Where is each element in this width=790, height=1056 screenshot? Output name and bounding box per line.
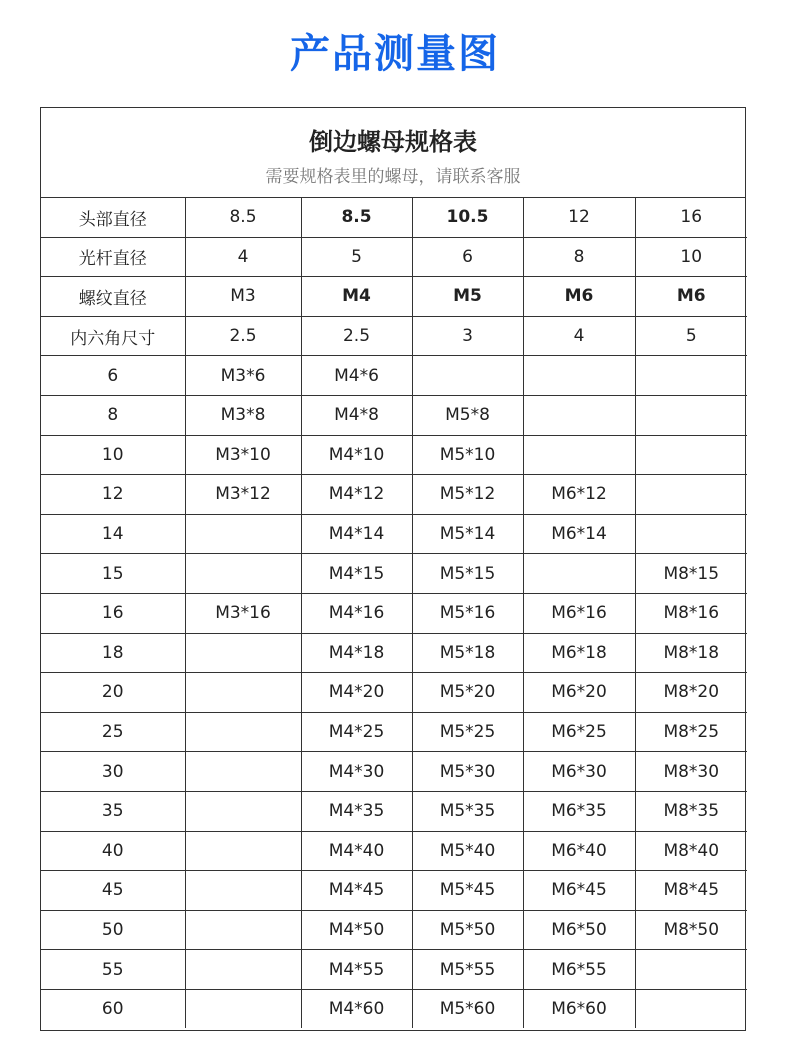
size-cell: M6*16: [523, 593, 635, 633]
page-title: 产品测量图: [290, 31, 500, 77]
spec-row-label: 螺纹直径: [41, 277, 185, 317]
length-label: 14: [41, 514, 185, 554]
size-cell: M4*25: [301, 712, 412, 752]
spec-value-cell: M3: [185, 277, 301, 317]
spec-value-cell: M6: [635, 277, 747, 317]
size-cell: M8*35: [635, 791, 747, 831]
size-cell: M4*50: [301, 910, 412, 950]
spec-value-cell: 16: [635, 198, 747, 237]
size-cell: M6*40: [523, 831, 635, 871]
size-cell: M8*40: [635, 831, 747, 871]
size-cell: M8*18: [635, 633, 747, 673]
spec-value-cell: 10: [635, 237, 747, 277]
spec-row-label: 内六角尺寸: [41, 316, 185, 356]
size-cell: M4*60: [301, 989, 412, 1028]
length-row: [41, 752, 747, 792]
spec-value-cell: 3: [412, 316, 523, 356]
length-label: 35: [41, 791, 185, 831]
size-cell: M5*30: [412, 752, 523, 792]
spec-value-cell: 4: [185, 237, 301, 277]
size-cell: M4*35: [301, 791, 412, 831]
size-cell: [185, 633, 301, 673]
spec-row: [41, 198, 747, 237]
spec-table-body: [41, 198, 747, 1028]
size-cell: [185, 554, 301, 594]
size-cell: M3*12: [185, 475, 301, 515]
length-row: [41, 950, 747, 990]
size-cell: [635, 475, 747, 515]
size-cell: M6*12: [523, 475, 635, 515]
length-label: 6: [41, 356, 185, 396]
spec-value-cell: 10.5: [412, 198, 523, 237]
size-cell: [523, 356, 635, 396]
spec-row-label: 光杆直径: [41, 237, 185, 277]
size-cell: M4*55: [301, 950, 412, 990]
size-cell: M6*35: [523, 791, 635, 831]
size-cell: M4*12: [301, 475, 412, 515]
length-row: [41, 356, 747, 396]
length-label: 20: [41, 673, 185, 713]
length-row: [41, 475, 747, 515]
length-row: [41, 910, 747, 950]
size-cell: M4*20: [301, 673, 412, 713]
size-cell: M3*8: [185, 395, 301, 435]
size-cell: [185, 831, 301, 871]
size-cell: M3*16: [185, 593, 301, 633]
size-cell: M5*14: [412, 514, 523, 554]
spec-value-cell: 2.5: [301, 316, 412, 356]
size-cell: M5*25: [412, 712, 523, 752]
spec-row-label: 头部直径: [41, 198, 185, 237]
length-row: [41, 554, 747, 594]
size-cell: M6*14: [523, 514, 635, 554]
length-label: 12: [41, 475, 185, 515]
size-cell: [635, 989, 747, 1028]
size-cell: M8*15: [635, 554, 747, 594]
size-cell: M8*45: [635, 871, 747, 911]
length-label: 25: [41, 712, 185, 752]
size-cell: [412, 356, 523, 396]
length-label: 18: [41, 633, 185, 673]
length-label: 45: [41, 871, 185, 911]
length-row: [41, 791, 747, 831]
spec-value-cell: 6: [412, 237, 523, 277]
length-label: 10: [41, 435, 185, 475]
size-cell: M4*18: [301, 633, 412, 673]
size-cell: [185, 514, 301, 554]
size-cell: M5*55: [412, 950, 523, 990]
size-cell: M5*40: [412, 831, 523, 871]
length-label: 55: [41, 950, 185, 990]
size-cell: M3*6: [185, 356, 301, 396]
size-cell: M5*12: [412, 475, 523, 515]
spec-value-cell: 8: [523, 237, 635, 277]
size-cell: M5*16: [412, 593, 523, 633]
size-cell: [185, 910, 301, 950]
size-cell: M8*25: [635, 712, 747, 752]
spec-row: [41, 237, 747, 277]
size-cell: M6*60: [523, 989, 635, 1028]
length-row: [41, 395, 747, 435]
size-cell: [185, 712, 301, 752]
size-cell: M4*8: [301, 395, 412, 435]
size-cell: M4*15: [301, 554, 412, 594]
size-cell: [635, 395, 747, 435]
size-cell: M6*30: [523, 752, 635, 792]
size-cell: [635, 514, 747, 554]
size-cell: M6*18: [523, 633, 635, 673]
spec-row: [41, 277, 747, 317]
size-cell: M6*55: [523, 950, 635, 990]
size-cell: M4*14: [301, 514, 412, 554]
length-row: [41, 712, 747, 752]
spec-value-cell: 4: [523, 316, 635, 356]
size-cell: M8*30: [635, 752, 747, 792]
size-cell: [635, 950, 747, 990]
size-cell: [523, 554, 635, 594]
size-cell: M3*10: [185, 435, 301, 475]
table-title: 倒边螺母规格表: [309, 128, 477, 156]
size-cell: M6*25: [523, 712, 635, 752]
spec-value-cell: 2.5: [185, 316, 301, 356]
size-cell: M4*6: [301, 356, 412, 396]
size-cell: M5*15: [412, 554, 523, 594]
length-label: 15: [41, 554, 185, 594]
size-cell: [635, 356, 747, 396]
size-cell: [185, 791, 301, 831]
table-header: [41, 108, 745, 198]
length-row: [41, 673, 747, 713]
length-row: [41, 989, 747, 1028]
size-cell: M5*10: [412, 435, 523, 475]
length-label: 30: [41, 752, 185, 792]
size-cell: M5*20: [412, 673, 523, 713]
size-cell: [185, 673, 301, 713]
table-subtitle: 需要规格表里的螺母，请联系客服: [265, 167, 521, 187]
size-cell: M5*60: [412, 989, 523, 1028]
size-cell: [523, 395, 635, 435]
size-cell: M4*16: [301, 593, 412, 633]
size-cell: M8*20: [635, 673, 747, 713]
length-label: 40: [41, 831, 185, 871]
size-cell: M4*30: [301, 752, 412, 792]
length-label: 16: [41, 593, 185, 633]
size-cell: [185, 871, 301, 911]
size-cell: [635, 435, 747, 475]
size-cell: M8*16: [635, 593, 747, 633]
length-row: [41, 435, 747, 475]
size-cell: M8*50: [635, 910, 747, 950]
spec-table-frame: [40, 107, 746, 1031]
spec-row: [41, 316, 747, 356]
size-cell: M5*8: [412, 395, 523, 435]
size-cell: [523, 435, 635, 475]
size-cell: M5*35: [412, 791, 523, 831]
spec-value-cell: M6: [523, 277, 635, 317]
spec-value-cell: 8.5: [301, 198, 412, 237]
spec-value-cell: 12: [523, 198, 635, 237]
size-cell: M6*50: [523, 910, 635, 950]
size-cell: M5*18: [412, 633, 523, 673]
length-row: [41, 871, 747, 911]
spec-value-cell: M4: [301, 277, 412, 317]
spec-value-cell: 8.5: [185, 198, 301, 237]
size-cell: [185, 950, 301, 990]
size-cell: M6*45: [523, 871, 635, 911]
size-cell: [185, 752, 301, 792]
length-row: [41, 633, 747, 673]
size-cell: M4*10: [301, 435, 412, 475]
length-label: 60: [41, 989, 185, 1028]
spec-value-cell: 5: [301, 237, 412, 277]
length-row: [41, 593, 747, 633]
length-label: 50: [41, 910, 185, 950]
size-cell: M6*20: [523, 673, 635, 713]
size-cell: M5*45: [412, 871, 523, 911]
spec-table: [41, 198, 747, 1028]
length-label: 8: [41, 395, 185, 435]
spec-value-cell: M5: [412, 277, 523, 317]
length-row: [41, 514, 747, 554]
size-cell: M5*50: [412, 910, 523, 950]
spec-value-cell: 5: [635, 316, 747, 356]
length-row: [41, 831, 747, 871]
size-cell: M4*40: [301, 831, 412, 871]
size-cell: [185, 989, 301, 1028]
size-cell: M4*45: [301, 871, 412, 911]
